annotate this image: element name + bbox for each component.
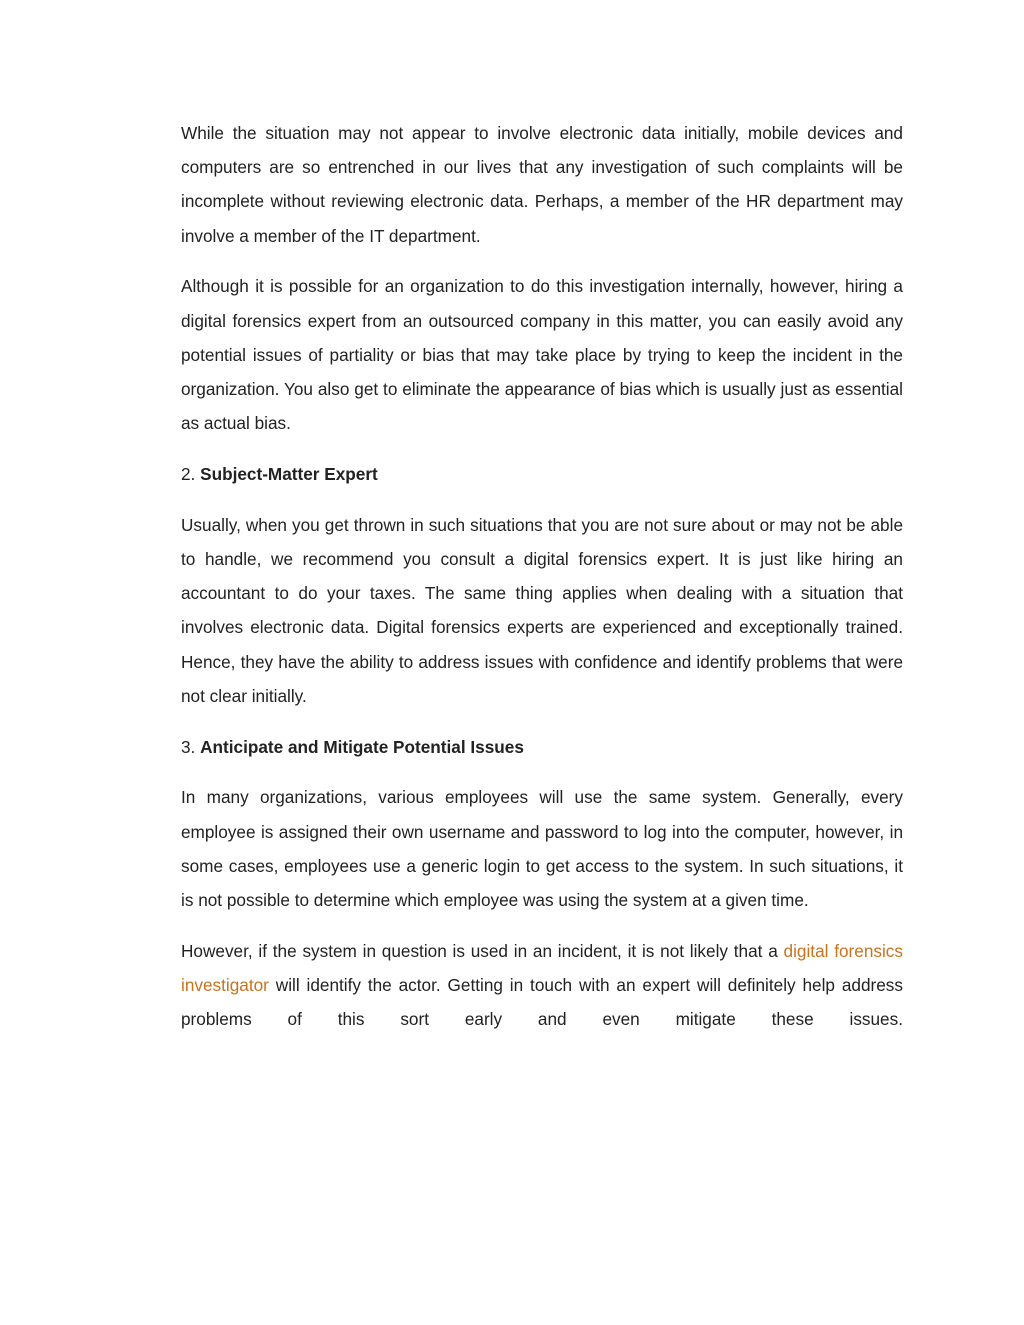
paragraph-subject-matter-expert: Usually, when you get thrown in such situations that you are not sure about or may not be able to handle, we recommend you consult a digital forensics expert. It is just like hiring an accountant to do your taxes. The same thing applies when dealing with a situation that involves electronic data. Digital forensics experts are experienced and exceptionally trained. Hence, they have the ability to address issues with confidence and identify problems that were not clear initially. (181, 514, 903, 706)
section-number: 2. (181, 464, 196, 485)
paragraph-text-before-link: However, if the system in question is used in an incident, it is not likely that a (181, 940, 784, 961)
paragraph-outsourced-expert: Although it is possible for an organization to do this investigation internally, however, hiring a digital forensics expert from an outsourced company in this matter, you can easily avoid any potential issues of partiality or bias that may take place by trying to keep the incident in the organization. You also get to eliminate the appearance of bias which is usually just as essential as actual bias. (181, 276, 903, 434)
section-title: Subject-Matter Expert (200, 464, 378, 485)
paragraph-electronic-data: While the situation may not appear to involve electronic data initially, mobile devices and computers are so entrenched in our lives that any investigation of such complaints will be incomplete without reviewing electronic data. Perhaps, a member of the HR department may involve a member of the IT department. (181, 123, 903, 246)
paragraph-shared-systems: In many organizations, various employees will use the same system. Generally, every employee is assigned their own username and password to log into the computer, however, in some cases, employees use a generic login to get access to the system. In such situations, it is not possible to determine which employee was using the system at a given time. (181, 787, 903, 911)
section-number: 3. (181, 736, 196, 757)
document-page (181, 116, 903, 1053)
section-title: Anticipate and Mitigate Potential Issues (200, 736, 524, 757)
section-heading-subject-matter-expert (181, 457, 903, 491)
digital-forensics-investigator-link[interactable]: digital forensics investigator (181, 940, 903, 996)
paragraph-forensics-investigator (181, 934, 903, 1037)
paragraph-text-after-link: will identify the actor. Getting in touch with an expert will definitely help address problems of this sort early and even mitigate these issues. (181, 975, 903, 1030)
section-heading-anticipate-mitigate (181, 730, 903, 764)
